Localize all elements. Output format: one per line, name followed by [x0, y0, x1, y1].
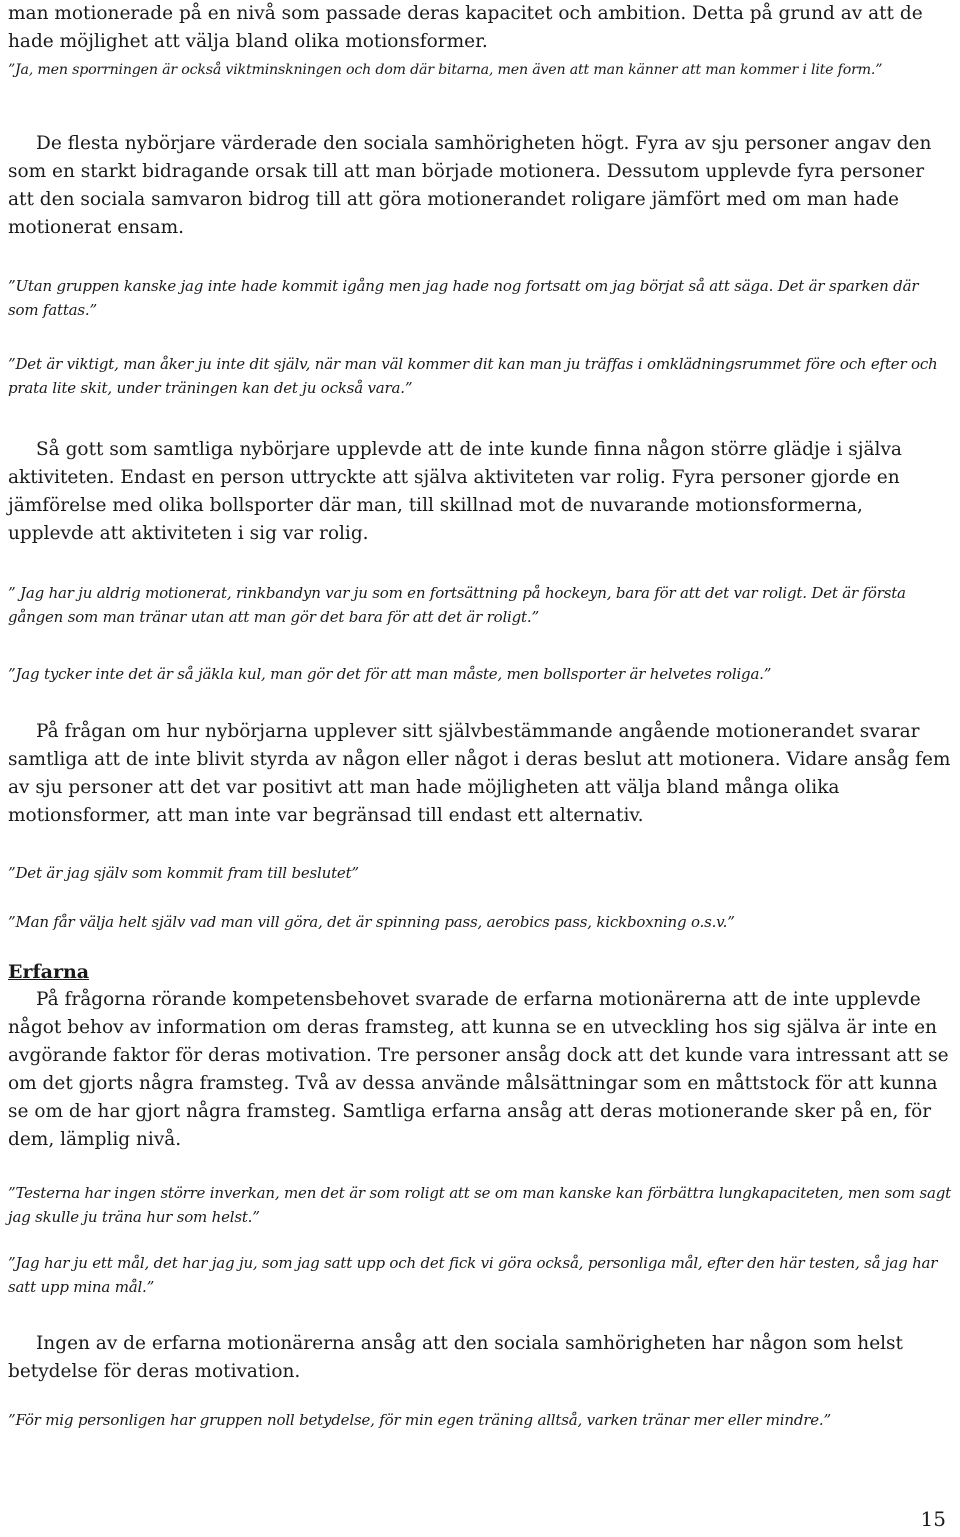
paragraph-5: På frågorna rörande kompetensbehovet svarade de erfarna motionärerna att de inte upplevde något behov av information om deras framsteg, att kunna se en utveckling hos sig själva är inte en avgörande faktor för deras motivation. Tre personer ansåg dock att det kunde vara intressant att se om det gjorts några framsteg. Två av dessa använde målsättningar som en måttstock för att kunna se om de har gjort några framsteg. Samtliga erfarna ansåg att deras motionerande sker på en, för dem, lämplig nivå.	[8, 989, 949, 1150]
quote-3: ”Det är viktigt, man åker ju inte dit själv, när man väl kommer dit kan man ju träffas i omklädningsrummet före och efter och prata lite skit, under träningen kan det ju också vara.”	[8, 355, 938, 397]
quote-9: ”Jag har ju ett mål, det har jag ju, som jag satt upp och det fick vi göra också, personliga mål, efter den här testen, så jag har satt upp mina mål.”	[8, 1254, 938, 1296]
quote-8: ”Testerna har ingen större inverkan, men det är som roligt att se om man kanske kan förbättra lungkapaciteten, men som sagt jag skulle ju träna hur som helst.”	[8, 1184, 951, 1226]
quote-4: ” Jag har ju aldrig motionerat, rinkbandyn var ju som en fortsättning på hockeyn, bara för att det var roligt. Det är första gången som man tränar utan att man gör det bara för att det är roligt.”	[8, 584, 906, 626]
quote-6: ”Det är jag själv som kommit fram till beslutet”	[8, 864, 359, 882]
paragraph-1: man motionerade på en nivå som passade deras kapacitet och ambition. Detta på grund av att de hade möjlighet att välja bland olika motionsformer.	[8, 3, 923, 52]
quote-7: ”Man får välja helt själv vad man vill göra, det är spinning pass, aerobics pass, kickboxning o.s.v.”	[8, 913, 735, 931]
paragraph-3: Så gott som samtliga nybörjare upplevde att de inte kunde finna någon större glädje i själva aktiviteten. Endast en person uttryckte att själva aktiviteten var rolig. Fyra personer gjorde en jämförelse med olika bollsporter där man, till skillnad mot de nuvarande motionsformerna, upplevde att aktiviteten i sig var rolig.	[8, 439, 902, 544]
quote-5: ”Jag tycker inte det är så jäkla kul, man gör det för att man måste, men bollsporter är helvetes roliga.”	[8, 665, 772, 683]
paragraph-4: På frågan om hur nybörjarna upplever sitt självbestämmande angående motionerandet svarar samtliga att de inte blivit styrda av någon eller något i deras beslut att motionera. Vidare ansåg fem av sju personer att det var positivt att man hade möjligheten att välja bland många olika motionsformer, att man inte var begränsad till endast ett alternativ.	[8, 721, 951, 826]
section-heading-erfarna: Erfarna	[8, 961, 90, 983]
page-number: 15	[920, 1507, 946, 1531]
paragraph-2: De flesta nybörjare värderade den sociala samhörigheten högt. Fyra av sju personer angav den som en starkt bidragande orsak till att man började motionera. Dessutom upplevde fyra personer att den sociala samvaron bidrog till att göra motionerandet roligare jämfört med om man hade motionerat ensam.	[8, 133, 932, 238]
quote-10: ”För mig personligen har gruppen noll betydelse, för min egen träning alltså, varken tränar mer eller mindre.”	[8, 1411, 831, 1429]
quote-1: ”Ja, men sporrningen är också viktminskningen och dom där bitarna, men även att man känner att man kommer i lite form.”	[8, 62, 883, 78]
paragraph-6: Ingen av de erfarna motionärerna ansåg att den sociala samhörigheten har någon som helst betydelse för deras motivation.	[8, 1333, 903, 1382]
quote-2: ”Utan gruppen kanske jag inte hade kommit igång men jag hade nog fortsatt om jag börjat så att säga. Det är sparken där som fattas.”	[8, 277, 919, 319]
